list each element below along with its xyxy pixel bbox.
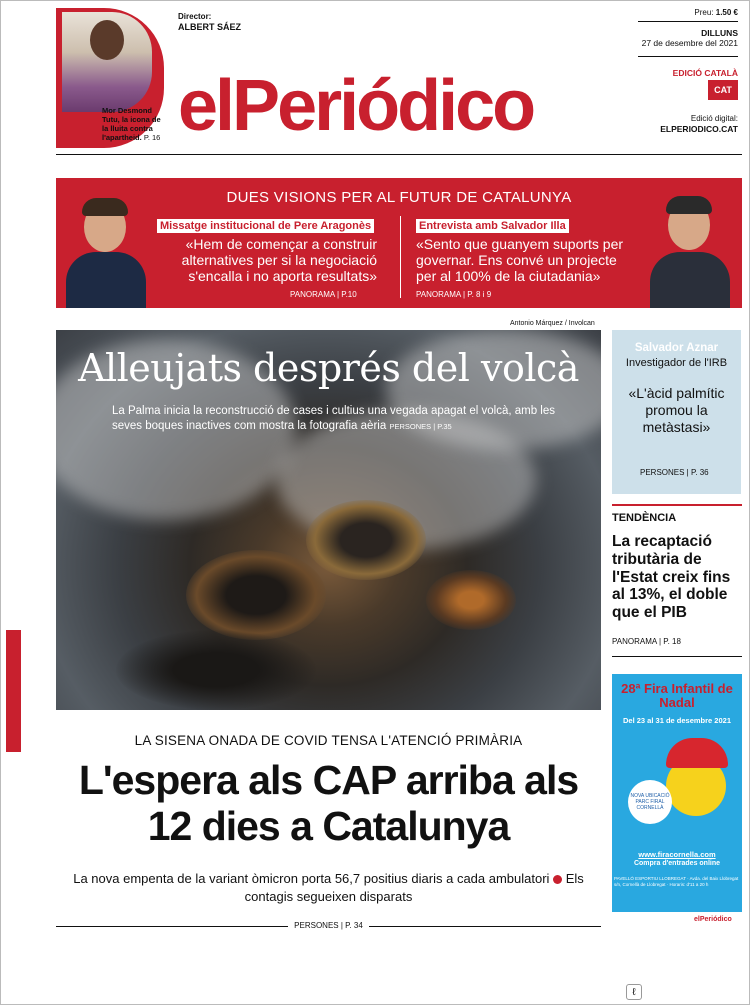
interview-quote[interactable]: «L'àcid palmític promou la metàstasi»: [628, 385, 725, 436]
illa-page-ref: PANORAMA | P. 8 i 9: [416, 290, 492, 299]
trend-label: TENDÈNCIA: [612, 512, 677, 524]
bullet-icon: [553, 875, 562, 884]
trend-headline[interactable]: La recaptació tributària de l'Estat creix fins al 13%, el doble que el PIB: [612, 533, 731, 622]
tutu-photo[interactable]: [62, 12, 152, 112]
digital-edition-link[interactable]: ELPERIODICO.CAT: [660, 124, 738, 134]
issue-day: DILLUNS: [701, 28, 738, 38]
newspaper-logo[interactable]: elPeriódico: [178, 66, 534, 146]
trend-page-ref: PANORAMA | P. 18: [612, 637, 681, 646]
tutu-teaser[interactable]: Mor Desmond Tutu, la icona de la lluita contra l'apartheid. P. 16: [102, 106, 161, 142]
story-kicker: LA SISENA ONADA DE COVID TENSA L'ATENCIÓ PRIMÀRIA: [134, 733, 523, 748]
ad-cta: Compra d'entrades online: [633, 860, 721, 867]
interviewee-role: Investigador de l'IRB: [625, 357, 728, 369]
trend-rule: [612, 504, 742, 506]
masthead-rule: [56, 154, 742, 155]
divider: [638, 56, 738, 57]
aragones-tag[interactable]: Missatge institucional de Pere Aragonès: [157, 219, 374, 233]
banner-title: DUES VISIONS PER AL FUTUR DE CATALUNYA: [226, 189, 572, 206]
edition-cat-button[interactable]: CAT: [708, 80, 738, 100]
photo-credit: Antonio Márquez / Involcan: [510, 320, 595, 327]
story-headline[interactable]: L'espera als CAP arriba als 12 dies a Catalunya: [78, 757, 579, 849]
aragones-photo: [56, 192, 154, 308]
digital-edition-label: Edició digital:: [690, 114, 738, 123]
story-page-ref: PERSONES | P. 34: [56, 921, 601, 930]
divider: [638, 21, 738, 22]
ad-location-badge: NOVA UBICACIÓ PARC FIRAL CORNELLÀ: [628, 780, 672, 824]
director-name: ALBERT SÁEZ: [178, 22, 241, 32]
photo-headline[interactable]: Alleujats després del volcà: [78, 346, 579, 390]
ad-sponsor-logo: elPeriódico: [694, 916, 732, 923]
illa-photo: [640, 190, 740, 308]
aragones-quote[interactable]: «Hem de començar a construir alternatives per si la negociació s'encalla i no aporta resultats»: [181, 236, 377, 284]
aragones-page-ref: PANORAMA | P.10: [290, 290, 357, 299]
ad-dates: Del 23 al 31 de desembre 2021: [623, 716, 731, 725]
ad-fine-print: PAVELLÓ ESPORTIU LLOBREGAT · Avda. del Baix Llobregat s/n, Cornellà de Llobregat · Horaris: d'11 a 20 h: [614, 876, 739, 887]
photo-subtitle: La Palma inicia la reconstrucció de cases i cultius una vegada apagat el volcà, amb les seves boques inactives com mostra la fotografia aèria PERSONES | P.35: [112, 405, 555, 432]
edge-marker: [6, 630, 21, 752]
divider: [612, 656, 742, 657]
illa-quote[interactable]: «Sento que guanyem suports per governar. Ens convé un projecte per al 100% de la ciutadania»: [416, 236, 624, 284]
banner-divider: [400, 216, 401, 298]
interview-page-ref: PERSONES | P. 36: [640, 468, 709, 477]
page-corner-icon: ℓ: [626, 984, 642, 1000]
illa-tag[interactable]: Entrevista amb Salvador Illa: [416, 219, 569, 233]
ad-url[interactable]: www.firacornella.com: [638, 850, 716, 859]
story-deck: La nova empenta de la variant òmicron porta 56,7 positius diaris a cada ambulatori Els contagis segueixen disparats: [73, 871, 584, 905]
interviewee-name: Salvador Aznar: [634, 342, 719, 354]
price: Preu: 1.50 €: [694, 8, 738, 17]
ad-title: 28ª Fira Infantil de Nadal: [621, 681, 733, 710]
edition-label: EDICIÓ CATALÀ: [672, 68, 738, 78]
director-label: Director:: [178, 12, 212, 21]
issue-date: 27 de desembre del 2021: [641, 38, 738, 48]
